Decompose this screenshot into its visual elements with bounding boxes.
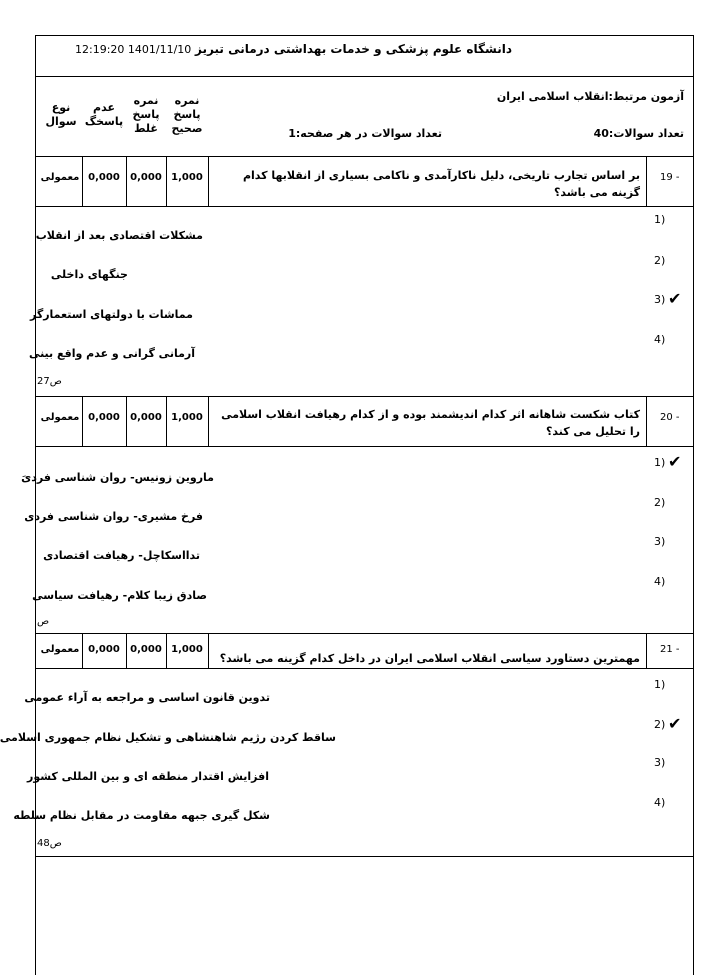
column-correct-score: نمره پاسخ صحیح	[171, 94, 203, 135]
page-reference: ص48	[37, 838, 62, 849]
exam-label: آزمون مرتبط:انقلاب اسلامی ایران	[496, 90, 684, 103]
option-text: جنگهای داخلی	[50, 268, 128, 281]
questions-count: تعداد سوالات:40	[593, 127, 684, 140]
no-answer-score-value: 0,000	[88, 172, 120, 183]
question-type-value: معمولی	[40, 172, 80, 183]
question-text: کتاب شکست شاهانه اثر کدام اندیشمند بوده و از کدام رهیافت انقلاب اسلامی را تحلیل می کند؟	[221, 408, 640, 438]
correct-score-value: 1,000	[171, 412, 203, 423]
option-text: مماشات با دولتهای استعمارگر	[29, 308, 193, 321]
option-text: آرمانی گرانی و عدم واقع بینی	[28, 347, 195, 360]
option-number: 3)	[654, 535, 666, 548]
option-number: 1)	[654, 678, 666, 691]
option-text: افزایش اقتدار منطقه ای و بین المللی کشور	[26, 770, 269, 783]
page-reference: ص	[37, 616, 50, 627]
check-icon: ✔	[668, 714, 682, 733]
correct-score-value: 1,000	[171, 172, 203, 183]
question-number: 20 -	[660, 412, 680, 423]
column-wrong-score: نمره پاسخ غلط	[132, 94, 160, 135]
option-number: 1)	[654, 456, 666, 469]
column-no-answer: عدم پاسخگ	[84, 101, 124, 128]
column-question-type: نوع سوال	[45, 101, 77, 128]
option-text: تدااسکاچل- رهیافت اقتصادی	[43, 549, 200, 562]
option-text: تدوین قانون اساسی و مراجعه به آراء عمومی	[24, 691, 270, 704]
option-number: 4)	[654, 796, 666, 809]
question-text: مهمترین دستاورد سیاسی انقلاب اسلامی ایران در داخل کدام گزینه می باشد؟	[219, 652, 640, 665]
question-type-value: معمولی	[40, 644, 80, 655]
wrong-score-value: 0,000	[130, 172, 162, 183]
option-number: 4)	[654, 575, 666, 588]
no-answer-score-value: 0,000	[88, 412, 120, 423]
question-text: بر اساس تجارب تاریخی، دلیل ناکارآمدی و ناکامی بسیاری از انقلابها کدام گزینه می باشد؟	[242, 169, 640, 199]
print-datetime: 12:19:20 1401/11/10	[75, 43, 192, 56]
questions-per-page: تعداد سوالات در هر صفحه:1	[288, 127, 442, 140]
option-text: ساقط کردن رژیم شاهنشاهی و تشکیل نظام جمهوری اسلامی	[0, 731, 336, 744]
no-answer-score-value: 0,000	[88, 644, 120, 655]
check-icon: ✔	[668, 289, 682, 308]
question-type-value: معمولی	[40, 412, 80, 423]
page-reference: ص27	[37, 376, 62, 387]
correct-score-value: 1,000	[171, 644, 203, 655]
wrong-score-value: 0,000	[130, 412, 162, 423]
check-icon: ✔	[668, 452, 682, 471]
option-text: ماروین زونیس- روان شناسی فردیَ	[21, 471, 214, 484]
option-text: شکل گیری جبهه مقاومت در مقابل نظام سلطه	[13, 809, 270, 822]
option-number: 2)	[654, 718, 666, 731]
option-number: 3)	[654, 293, 666, 306]
option-number: 4)	[654, 333, 666, 346]
option-number: 2)	[654, 254, 666, 267]
option-number: 1)	[654, 213, 666, 226]
option-text: صادق زیبا کلام- رهیافت سیاسی	[32, 589, 207, 602]
option-number: 3)	[654, 756, 666, 769]
option-number: 2)	[654, 496, 666, 509]
option-text: مشکلات اقتصادی بعد از انقلاب	[35, 229, 203, 242]
university-title: دانشگاه علوم پزشکی و خدمات بهداشتی درمانی تبریز	[195, 42, 512, 56]
question-number: 19 -	[660, 172, 680, 183]
question-number: 21 -	[660, 644, 680, 655]
wrong-score-value: 0,000	[130, 644, 162, 655]
option-text: فرخ مشیری- روان شناسی فردی	[24, 510, 203, 523]
